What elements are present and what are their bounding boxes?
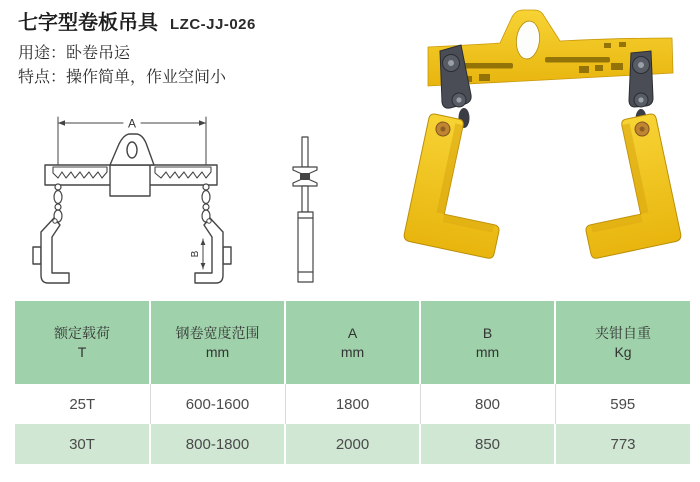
header-cell-coil-width: 钢卷宽度范围 mm	[150, 301, 285, 384]
cell-coil-width: 800-1800	[150, 424, 285, 464]
beam-front-view	[45, 134, 217, 196]
dim-a-label: A	[127, 116, 137, 131]
right-chain	[202, 184, 210, 222]
table-row-30t	[15, 424, 690, 464]
cell-b: 800	[420, 384, 555, 424]
header-cell-a: A mm	[285, 301, 420, 384]
cell-rated-load: 30T	[15, 424, 150, 464]
model-code: LZC-JJ-026	[170, 16, 256, 33]
technical-drawing	[22, 106, 352, 298]
table-row-25t	[15, 384, 690, 424]
product-photo	[399, 3, 695, 291]
cell-a: 1800	[285, 384, 420, 424]
dimension-b	[190, 239, 205, 269]
usage-line	[18, 40, 130, 63]
left-hook	[403, 113, 520, 259]
lug-hole	[127, 142, 137, 158]
right-hook	[565, 113, 682, 259]
usage-value: 卧卷吊运	[66, 45, 131, 62]
cell-weight: 773	[555, 424, 690, 464]
right-hook-front-view	[195, 218, 231, 283]
center-block	[110, 165, 150, 196]
header-cell-rated-load: 额定载荷 T	[15, 301, 150, 384]
left-hook-front-view	[33, 218, 69, 283]
spec-table	[15, 301, 690, 464]
cell-coil-width: 600-1600	[150, 384, 285, 424]
features-line	[18, 64, 226, 87]
features-label: 特点：	[18, 69, 67, 86]
dim-b-label: B	[190, 250, 201, 258]
cell-a: 2000	[285, 424, 420, 464]
usage-label: 用途：	[18, 45, 67, 62]
table-header-row	[15, 301, 690, 384]
features-value: 操作简单，作业空间小	[66, 69, 227, 86]
page-title	[18, 6, 256, 35]
left-chain	[54, 184, 62, 222]
cell-rated-load: 25T	[15, 384, 150, 424]
side-view	[293, 137, 317, 282]
header-cell-weight: 夹钳自重 Kg	[555, 301, 690, 384]
cell-weight: 595	[555, 384, 690, 424]
header-cell-b: B mm	[420, 301, 555, 384]
cell-b: 850	[420, 424, 555, 464]
product-name: 七字型卷板吊具	[18, 12, 158, 34]
